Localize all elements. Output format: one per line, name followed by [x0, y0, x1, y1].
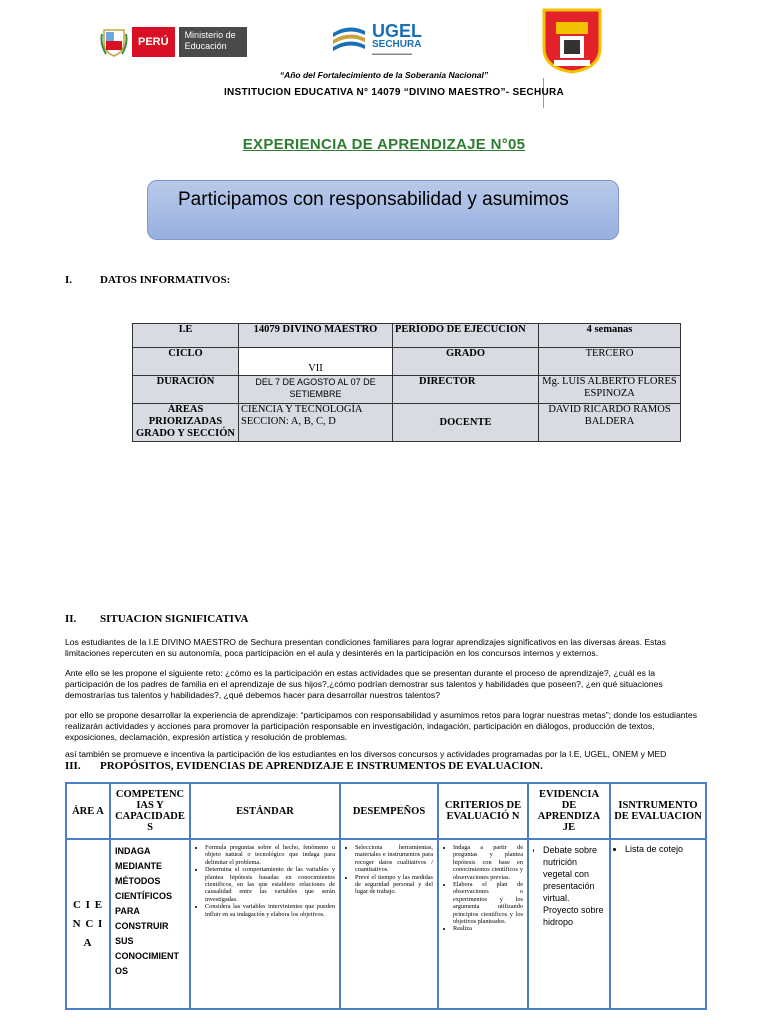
performance-item: • Prevé el tiempo y las medidas de seguridad personal y del lugar de trabajo.: [355, 874, 433, 896]
standard-cell: [190, 839, 340, 1009]
area-cell: C I E N C I A: [66, 839, 110, 1009]
institution-name: INSTITUCION EDUCATIVA N° 14079 “DIVINO MAESTRO”- SECHURA: [223, 87, 565, 98]
peru-label: PERÚ: [132, 27, 175, 57]
info-cell: CIENCIA Y TECNOLOGÍA SECCION: A, B, C, D: [239, 404, 393, 442]
info-cell: PERÍODO DE EJECUCION: [393, 324, 539, 348]
info-cell: VII: [239, 348, 393, 376]
evidence-item: • Debate sobre nutrición vegetal con presentación virtual. Proyecto sobre hidropo: [543, 844, 605, 928]
ugel-title: UGEL: [372, 21, 423, 41]
school-seal-icon: [542, 8, 602, 74]
header-criteria: CRITERIOS DE EVALUACIÓ N: [438, 783, 528, 839]
criteria-cell: [438, 839, 528, 1009]
header-competences: COMPETENC IAS Y CAPACIDADE S: [110, 783, 190, 839]
info-cell: DAVID RICARDO RAMOS BALDERA: [539, 404, 681, 442]
info-table: [132, 323, 681, 442]
experience-banner: Participamos con responsabilidad y asumimos: [147, 180, 619, 240]
info-cell: DOCENTE: [393, 404, 539, 442]
section3-title: PROPÓSITOS, EVIDENCIAS DE APRENDIZAJE E INSTRUMENTOS DE EVALUACION.: [100, 760, 543, 772]
info-cell: 14079 DIVINO MAESTRO: [239, 324, 393, 348]
ugel-swoosh-icon: [330, 25, 368, 55]
year-motto: “Año del Fortalecimiento de la Soberanía Nacional”: [279, 70, 489, 80]
info-cell: GRADO: [393, 348, 539, 376]
info-cell: 4 semanas: [539, 324, 681, 348]
header-performance: DESEMPEÑOS: [340, 783, 438, 839]
header-standard: ESTÁNDAR: [190, 783, 340, 839]
performance-cell: [340, 839, 438, 1009]
ugel-logo: UGEL SECHURA ▬▬▬▬▬▬▬▬: [330, 22, 422, 57]
section1-number: I.: [65, 274, 73, 286]
header-evidence: EVIDENCIA DE APRENDIZA JE: [528, 783, 610, 839]
purposes-table: [65, 782, 707, 1010]
evidence-cell: [528, 839, 610, 1009]
situation-paragraph: Ante ello se les propone el siguiente reto: ¿cómo es la participación en estas actividades que se presentan durante el proceso de aprendizaje?, ¿cuál es la participación de los padres de familia en el aprendizaje de sus hijos?,¿cómo podrían demostrar sus talentos y habilidades que poseen?, ¿en qué situaciones demostrarías tus talentos y habilidades?, ¿qué debemos hacer para desarrollar nuestros talentos?: [65, 668, 663, 700]
peru-ministry-logo: [100, 26, 247, 58]
header-instrument: ISNTRUMENTO DE EVALUACION: [610, 783, 706, 839]
standard-item: • Determina el comportamiento de las variables y plantea hipótesis basadas en conocimientos científicos, en las que establece relaciones de causalidad entre las variables que serán investigadas.: [205, 866, 335, 903]
section3-number: III.: [65, 760, 81, 772]
ministry-label: Ministerio de Educación: [179, 27, 247, 57]
info-cell: I.E: [133, 324, 239, 348]
standard-item: • Formula preguntas sobre el hecho, fenómeno u objeto natural o tecnológico que indaga para delimitar el problema.: [205, 844, 335, 866]
situation-paragraph: Los estudiantes de la I.E DIVINO MAESTRO de Sechura presentan condiciones familiares para lograr aprendizajes significativos en las diversas áreas. Estas limitaciones repercuten en su autonomía, poca participación en el aula y desinterés en la participación en los concursos internos y externos.: [65, 637, 666, 658]
section2-title: SITUACION SIGNIFICATIVA: [100, 613, 249, 625]
experience-title: EXPERIENCIA DE APRENDIZAJE N°05: [242, 136, 526, 153]
info-cell: DURACIÓN: [133, 376, 239, 404]
section2-number: II.: [65, 613, 77, 625]
instrument-item: • Lista de cotejo: [625, 844, 701, 854]
criteria-item: • Elabora el plan de observaciones o experimentos y los argumenta utilizando principios científicos y los objetivos planteados.: [453, 881, 523, 925]
peru-coat-of-arms-icon: [100, 26, 128, 58]
standard-item: • Considera las variables intervinientes que pueden influir en su indagación y elabora los objetivos.: [205, 903, 335, 918]
info-cell: Mg. LUIS ALBERTO FLORES ESPINOZA: [539, 376, 681, 404]
competence-cell: INDAGA MEDIANTE MÉTODOS CIENTÍFICOS PARA CONSTRUIR SUS CONOCIMIENT OS: [110, 839, 190, 1009]
info-cell: DIRECTOR: [393, 376, 539, 404]
performance-item: • Selecciona herramientas, materiales e instrumentos para recoger datos cualitativos / cuantitativos.: [355, 844, 433, 874]
section1-title: DATOS INFORMATIVOS:: [100, 274, 231, 286]
header-area: ÁRE A: [66, 783, 110, 839]
info-cell: TERCERO: [539, 348, 681, 376]
instrument-cell: [610, 839, 706, 1009]
situation-paragraph: así también se promueve e incentiva la participación de los estudiantes en los diversos concursos y actividades programadas por la I.E, UGEL, ONEM y MED: [65, 749, 667, 759]
criteria-item: • Realiza: [453, 925, 523, 932]
info-cell: CICLO: [133, 348, 239, 376]
info-cell: ÁREAS PRIORIZADAS GRADO Y SECCIÓN: [133, 404, 239, 442]
info-cell: DEL 7 DE AGOSTO AL 07 DE SETIEMBRE: [239, 376, 393, 404]
ugel-subtitle: SECHURA: [372, 39, 422, 50]
criteria-item: • Indaga a partir de preguntas y plantea hipótesis con base en conocimientos científicos y observaciones previas.: [453, 844, 523, 881]
situation-paragraph: por ello se propone desarrollar la experiencia de aprendizaje: “participamos con responsabilidad y asumimos retos para lograr nuestras metas”; donde los estudiantes realizarán actividades y acciones para promover la participación responsable en investigación, indagación, participación en diálogos, producción de textos, exposiciones, declamación, expresión artística y resolución de problemas.: [65, 710, 697, 742]
